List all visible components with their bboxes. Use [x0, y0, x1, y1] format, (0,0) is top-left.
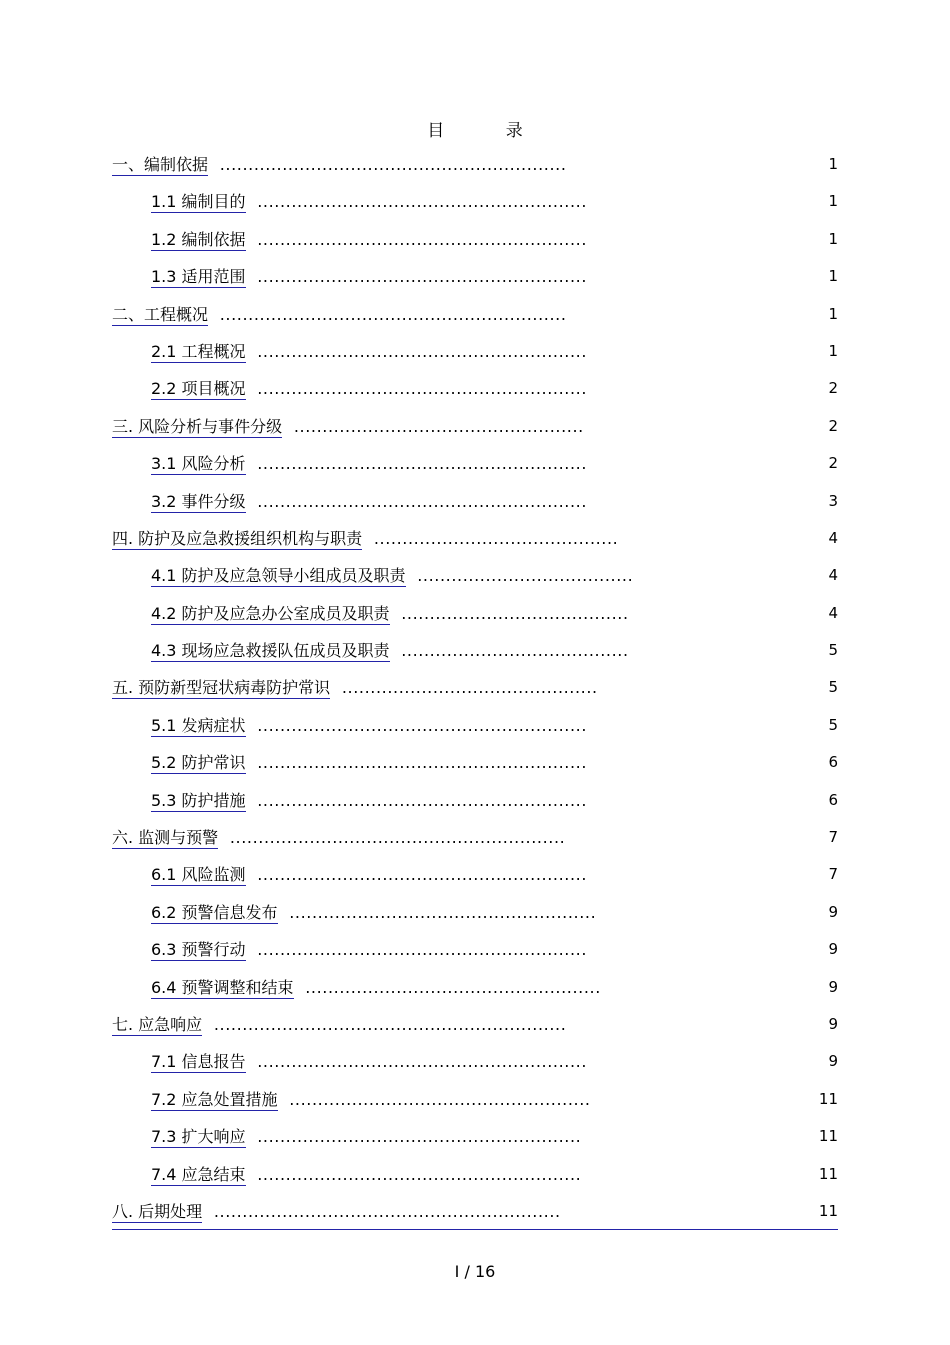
toc-page-number: 2 — [828, 416, 838, 435]
toc-entry[interactable] — [112, 483, 838, 520]
toc-leader-dots: ............................................................. — [208, 1201, 561, 1221]
toc-page-number: 11 — [818, 1127, 838, 1146]
toc-entry[interactable] — [112, 445, 838, 482]
toc-entry-label[interactable]: 八. 后期处理 — [112, 1201, 203, 1221]
toc-entry-label[interactable]: 7.4 应急结束 — [151, 1164, 246, 1184]
toc-entry-label[interactable]: 4.2 防护及应急办公室成员及职责 — [151, 603, 390, 623]
toc-page-number: 4 — [828, 528, 838, 547]
toc-entry[interactable] — [112, 1193, 838, 1230]
toc-leader-dots: .......................................................... — [251, 491, 588, 511]
toc-entry[interactable] — [112, 1081, 838, 1118]
toc-entry-label[interactable]: 三. 风险分析与事件分级 — [112, 416, 283, 436]
toc-entry-label[interactable]: 5.1 发病症状 — [151, 715, 246, 735]
toc-entry[interactable] — [112, 894, 838, 931]
toc-entry-label[interactable]: 五. 预防新型冠状病毒防护常识 — [112, 678, 331, 698]
toc-page-number: 4 — [828, 603, 838, 622]
toc-leader-dots: .......................................................... — [251, 715, 588, 735]
toc-page-number: 9 — [828, 977, 838, 996]
toc-entry-label[interactable]: 一、编制依据 — [112, 155, 209, 174]
toc-entry[interactable] — [112, 707, 838, 744]
toc-entry[interactable] — [112, 557, 838, 594]
toc-leader-dots: ............................................................. — [214, 304, 567, 324]
toc-entry[interactable] — [112, 333, 838, 370]
toc-entry-label[interactable]: 1.1 编制目的 — [151, 192, 246, 212]
toc-leader-dots: ......................................................... — [251, 1164, 582, 1184]
toc-page-number: 1 — [828, 192, 838, 211]
toc-entry[interactable] — [112, 969, 838, 1006]
toc-entry[interactable] — [112, 408, 838, 445]
toc-page-number: 9 — [828, 1014, 838, 1033]
toc-entry-label[interactable]: 7.2 应急处置措施 — [151, 1089, 278, 1109]
toc-entry-label[interactable]: 6.1 风险监测 — [151, 865, 246, 885]
toc-page-number: 1 — [828, 341, 838, 360]
toc-entry[interactable] — [112, 744, 838, 781]
toc-entry[interactable] — [112, 183, 838, 220]
toc-entry[interactable] — [112, 1006, 838, 1043]
toc-entry-label[interactable]: 4.3 现场应急救援队伍成员及职责 — [151, 641, 390, 661]
toc-leader-dots: .......................................................... — [251, 192, 588, 212]
toc-leader-dots: .................................................... — [299, 977, 601, 997]
toc-entry[interactable] — [112, 819, 838, 856]
toc-leader-dots: ........................................ — [395, 603, 629, 623]
toc-page-number: 2 — [828, 379, 838, 398]
toc-entry-label[interactable]: 2.2 项目概况 — [151, 379, 246, 399]
toc-entry[interactable] — [112, 1043, 838, 1080]
toc-entry-label[interactable]: 1.2 编制依据 — [151, 229, 246, 249]
toc-entry[interactable] — [112, 520, 838, 557]
toc-entry[interactable] — [112, 1156, 838, 1193]
toc-page-number: 3 — [828, 491, 838, 510]
toc-leader-dots: ........................................................... — [224, 828, 566, 848]
toc-entry[interactable] — [112, 146, 838, 183]
toc-entry-label[interactable]: 6.4 预警调整和结束 — [151, 977, 294, 997]
toc-page-number: 1 — [828, 155, 838, 173]
toc-leader-dots: .......................................................... — [251, 790, 588, 810]
toc-leader-dots: ............................................. — [336, 678, 598, 698]
toc-page-number: 7 — [828, 828, 838, 847]
toc-entry[interactable] — [112, 595, 838, 632]
toc-page-number: 9 — [828, 902, 838, 921]
toc-page-number: 5 — [828, 641, 838, 660]
toc-leader-dots: .............................................................. — [208, 1014, 567, 1034]
toc-leader-dots: .......................................................... — [251, 753, 588, 773]
toc-entry[interactable] — [112, 296, 838, 333]
toc-leader-dots: ............................................................. — [214, 155, 567, 174]
toc-entry-label[interactable]: 二、工程概况 — [112, 304, 209, 324]
toc-page-number: 1 — [828, 267, 838, 286]
toc-leader-dots: ...................................... — [411, 566, 634, 586]
toc-entry-label[interactable]: 4.1 防护及应急领导小组成员及职责 — [151, 566, 406, 586]
toc-leader-dots: .......................................................... — [251, 454, 588, 474]
toc-entry-label[interactable]: 六. 监测与预警 — [112, 828, 219, 848]
toc-leader-dots: ...................................................... — [283, 902, 597, 922]
toc-entry-label[interactable]: 七. 应急响应 — [112, 1014, 203, 1034]
toc-entry[interactable] — [112, 931, 838, 968]
toc-entry-label[interactable]: 7.1 信息报告 — [151, 1052, 246, 1072]
toc-page-number: 11 — [818, 1201, 838, 1220]
toc-leader-dots: .......................................................... — [251, 229, 588, 249]
toc-title: 目 录 — [427, 121, 551, 141]
toc-entry-label[interactable]: 5.2 防护常识 — [151, 753, 246, 773]
toc-entry[interactable] — [112, 1118, 838, 1155]
toc-leader-dots: .......................................................... — [251, 341, 588, 361]
toc-entry-label[interactable]: 3.2 事件分级 — [151, 491, 246, 511]
toc-entry[interactable] — [112, 221, 838, 258]
toc-entry-label[interactable]: 2.1 工程概况 — [151, 341, 246, 361]
toc-leader-dots: .......................................................... — [251, 865, 588, 885]
toc-entry-label[interactable]: 四. 防护及应急救援组织机构与职责 — [112, 528, 363, 548]
table-of-contents — [112, 146, 838, 1230]
toc-page-number: 1 — [828, 229, 838, 248]
toc-leader-dots: ................................................... — [288, 416, 584, 436]
toc-leader-dots: ......................................................... — [251, 1127, 582, 1147]
toc-leader-dots: ........................................ — [395, 641, 629, 661]
toc-leader-dots: .......................................................... — [251, 379, 588, 399]
toc-entry[interactable] — [112, 632, 838, 669]
toc-page-number: 1 — [828, 304, 838, 323]
toc-page-number: 11 — [818, 1164, 838, 1183]
toc-leader-dots: ..................................................... — [283, 1089, 591, 1109]
toc-entry-label[interactable]: 5.3 防护措施 — [151, 790, 246, 810]
toc-entry[interactable] — [112, 258, 838, 295]
toc-entry-label[interactable]: 3.1 风险分析 — [151, 454, 246, 474]
toc-page-number: 9 — [828, 940, 838, 959]
toc-page-number: 5 — [828, 678, 838, 697]
toc-entry-label[interactable]: 6.2 预警信息发布 — [151, 902, 278, 922]
toc-entry[interactable] — [112, 370, 838, 407]
toc-page-number: 5 — [828, 715, 838, 734]
toc-page-number: 6 — [828, 753, 838, 772]
toc-page-number: 7 — [828, 865, 838, 884]
toc-entry[interactable] — [112, 856, 838, 893]
toc-entry-label[interactable]: 6.3 预警行动 — [151, 940, 246, 960]
toc-entry-label[interactable]: 1.3 适用范围 — [151, 267, 246, 287]
toc-leader-dots: .......................................................... — [251, 940, 588, 960]
toc-page-number: 11 — [818, 1089, 838, 1108]
toc-entry[interactable] — [112, 782, 838, 819]
page-number: I / 16 — [454, 1262, 496, 1281]
toc-page-number: 4 — [828, 566, 838, 585]
toc-page-number: 6 — [828, 790, 838, 809]
toc-leader-dots: ........................................... — [368, 528, 619, 548]
toc-leader-dots: .......................................................... — [251, 267, 588, 287]
toc-page-number: 2 — [828, 454, 838, 473]
toc-page-number: 9 — [828, 1052, 838, 1071]
toc-entry-label[interactable]: 7.3 扩大响应 — [151, 1127, 246, 1147]
toc-entry[interactable] — [112, 669, 838, 706]
toc-leader-dots: .......................................................... — [251, 1052, 588, 1072]
